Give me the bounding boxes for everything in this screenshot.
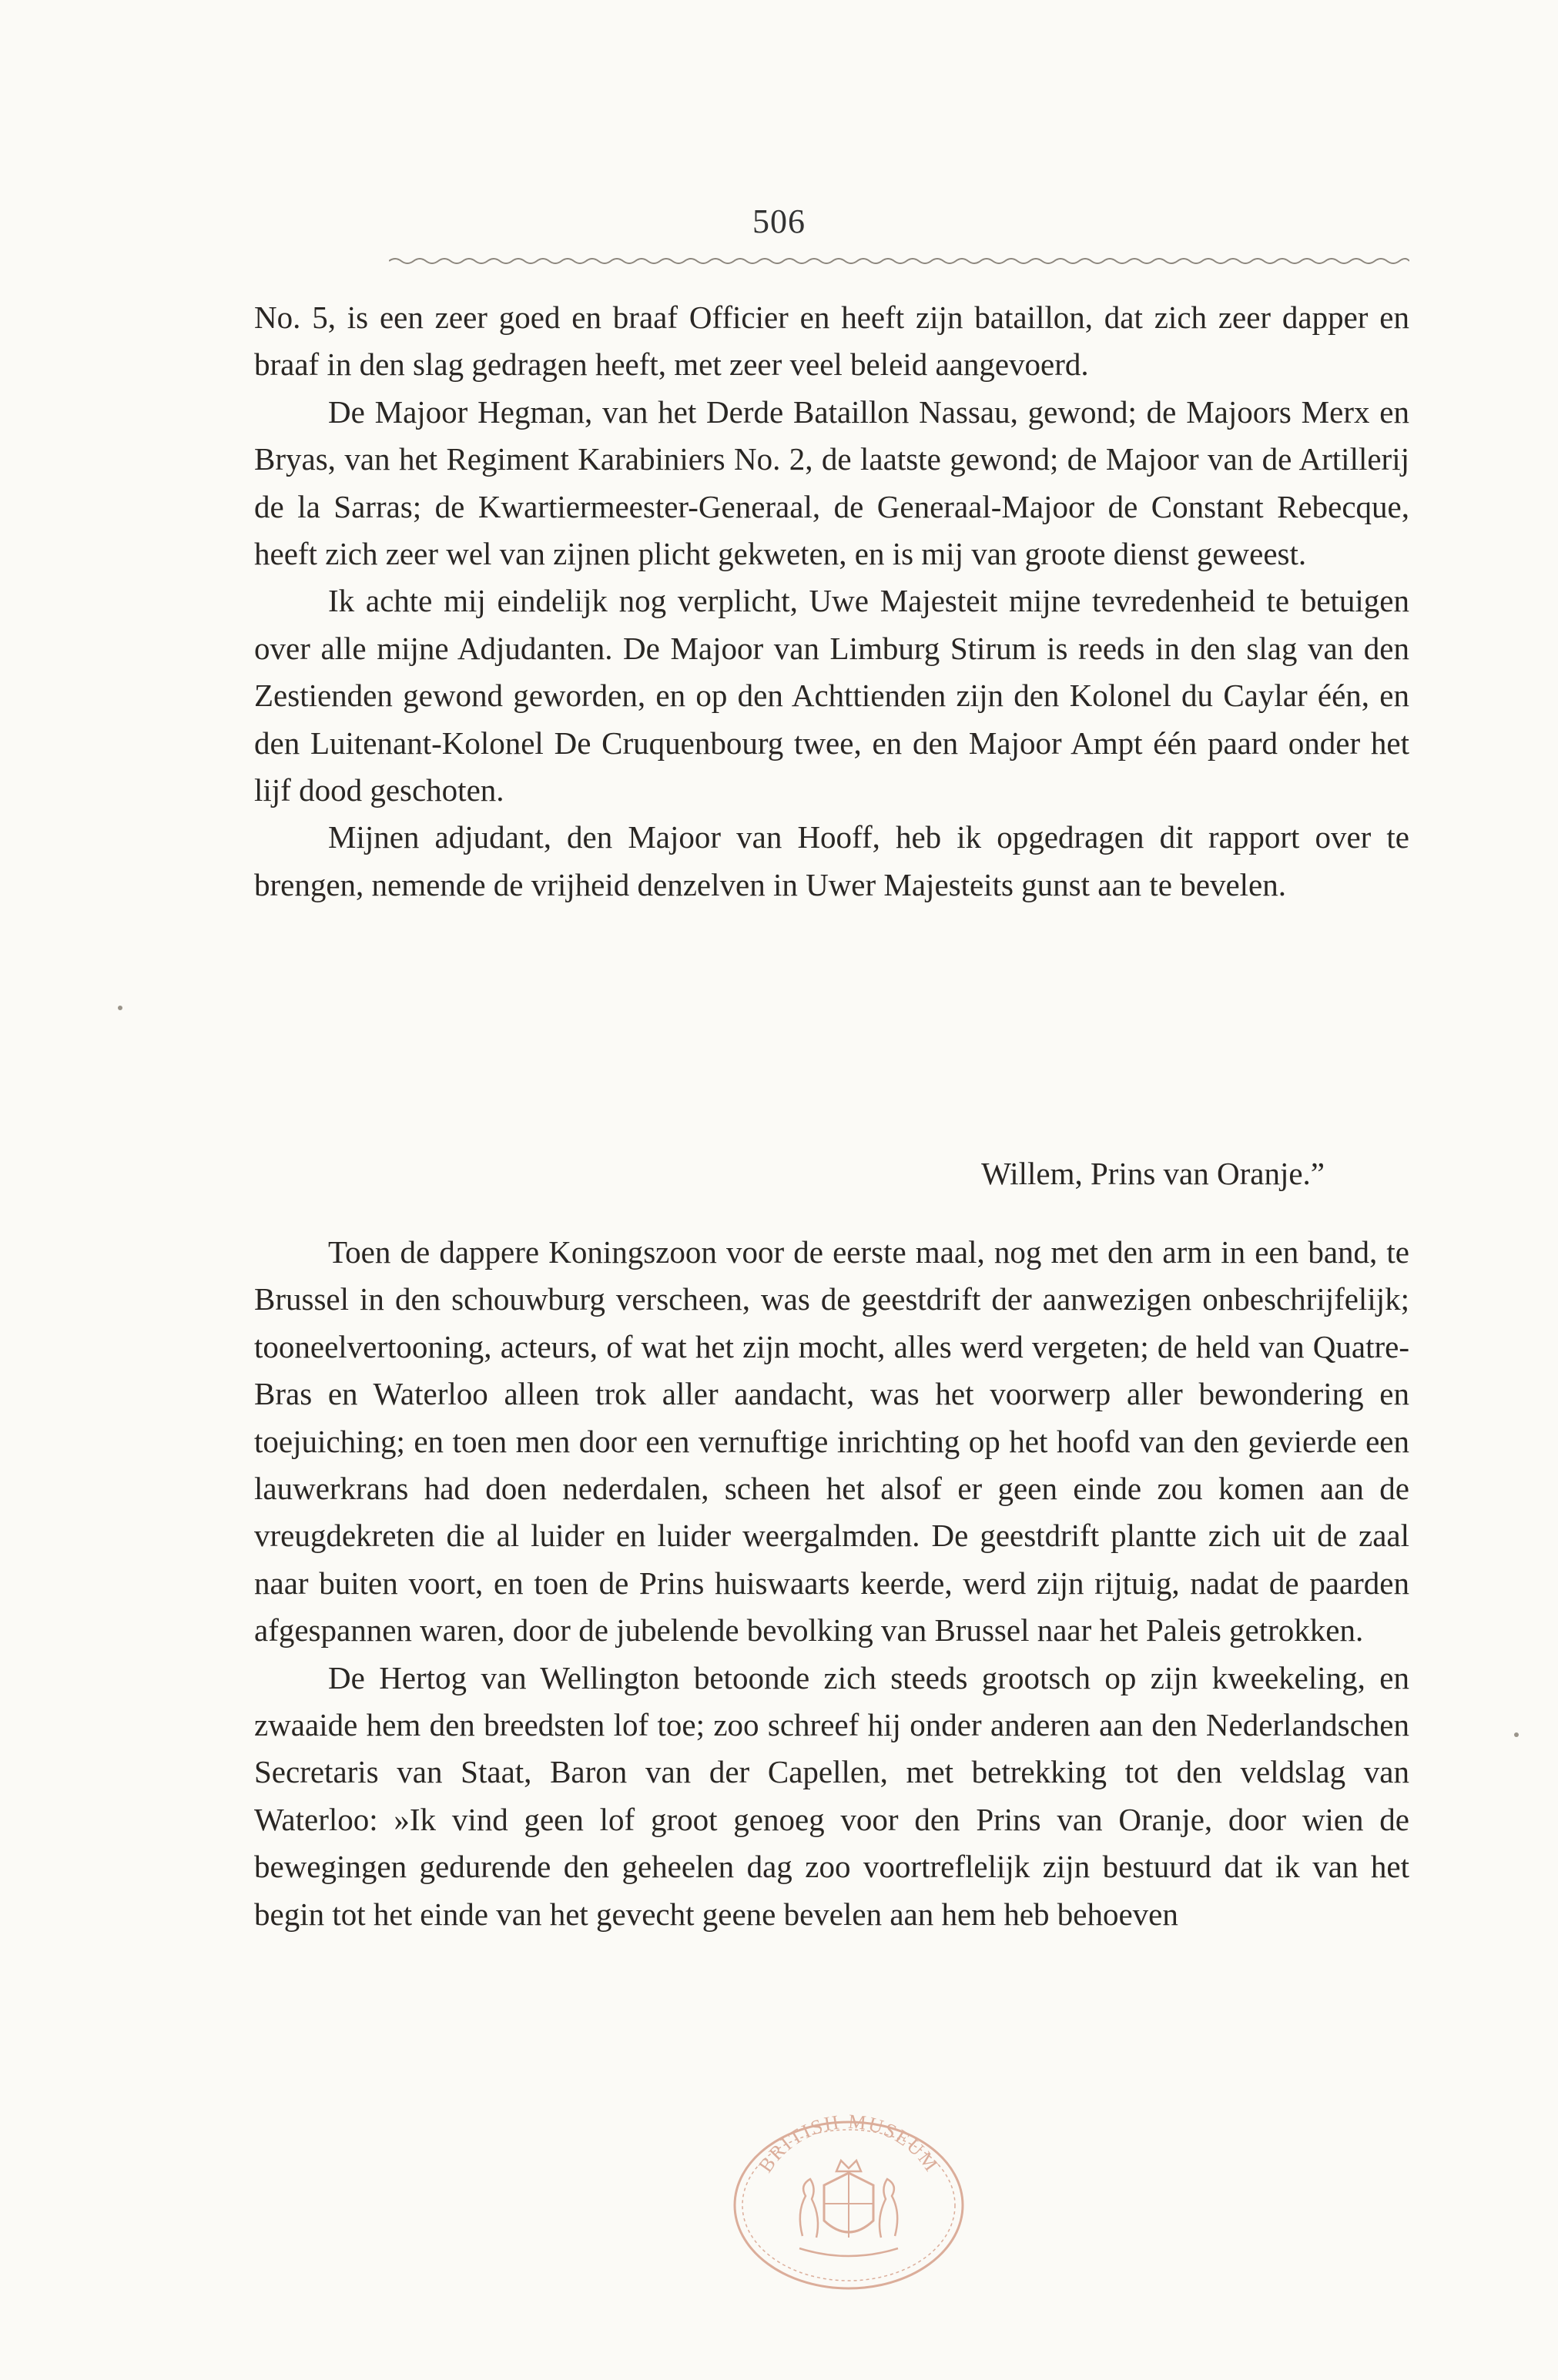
museum-stamp-icon: [725, 2105, 972, 2290]
narrative-paragraph: De Hertog van Wellington betoonde zich steeds grootsch op zijn kweekeling, en zwaaide hem den breedsten lof toe; zoo schreef hij onder anderen aan den Nederlandschen Secretaris van Staat, Baron van der Capellen, met betrekking tot den veldslag van Waterloo: »Ik vind geen lof groot genoeg voor den Prins van Oranje, door wien de bewegingen gedurende den geheelen dag zoo voortreflelijk zijn bestuurd dat ik van het begin tot het einde van het gevecht geene bevelen aan hem heb behoeven: [254, 1659, 1409, 1932]
letter-paragraph: Mijnen adjudant, den Majoor van Hooff, heb ik opgedragen dit rapport over te brengen, nemende de vrijheid denzelven in Uwer Majesteits gunst aan te bevelen.: [254, 819, 1409, 902]
letter-signature: Willem, Prins van Oranje.”: [981, 1156, 1325, 1191]
narrative-body: [254, 1229, 1409, 1938]
letter-paragraph: Ik achte mij eindelijk nog verplicht, Uwe Majesteit mijne tevredenheid te betuigen over alle mijne Adjudanten. De Majoor van Limburg Stirum is reeds in den slag van den Zestienden gewond geworden, en op den Achttienden zijn den Kolonel du Caylar één, en den Luitenant-Kolonel De Cruquenbourg twee, en den Majoor Ampt één paard onder het lijf dood geschoten.: [254, 583, 1409, 808]
ink-speck: [118, 1006, 122, 1010]
ink-speck: [1514, 1732, 1519, 1737]
narrative-paragraph: Toen de dappere Koningszoon voor de eerste maal, nog met den arm in een band, te Brussel in den schouwburg verscheen, was de geestdrift der aanwezigen onbeschrijfelijk; tooneelvertooning, acteurs, of wat het zijn mocht, alles werd vergeten; de held van Quatre-Bras en Waterloo alleen trok aller aandacht, was het voorwerp aller bewondering en toejuiching; en toen men door een vernuftige inrichting op het hoofd van den gevierde een lauwerkrans had doen nederdalen, scheen het alsof er geen einde zou komen aan de vreugdekreten die al luider en luider weergalmden. De geestdrift plantte zich uit de zaal naar buiten voort, en toen de Prins huiswaarts keerde, werd zijn rijtuig, nadat de paarden afgespannen waren, door de jubelende bevolking van Brussel naar het Paleis getrokken.: [254, 1234, 1409, 1649]
letter-paragraph: No. 5, is een zeer goed en braaf Officier en heeft zijn bataillon, dat zich zeer dapper en braaf in den slag gedragen heeft, met zeer veel beleid aangevoerd.: [254, 300, 1409, 383]
wavy-rule-divider: [389, 256, 1409, 266]
letter-paragraph: De Majoor Hegman, van het Derde Bataillon Nassau, gewond; de Majoors Merx en Bryas, van het Regiment Karabiniers No. 2, de laatste gewond; de Majoor van de Artillerij de la Sarras; de Kwartiermeester-Generaal, de Generaal-Majoor de Constant Rebecque, heeft zich zeer wel van zijnen plicht gekweten, en is mij van groote dienst geweest.: [254, 393, 1409, 572]
letter-body: [254, 294, 1409, 909]
stamp-lettering: BRITISH MUSEUM: [754, 2110, 943, 2177]
page-number: 506: [752, 203, 806, 240]
